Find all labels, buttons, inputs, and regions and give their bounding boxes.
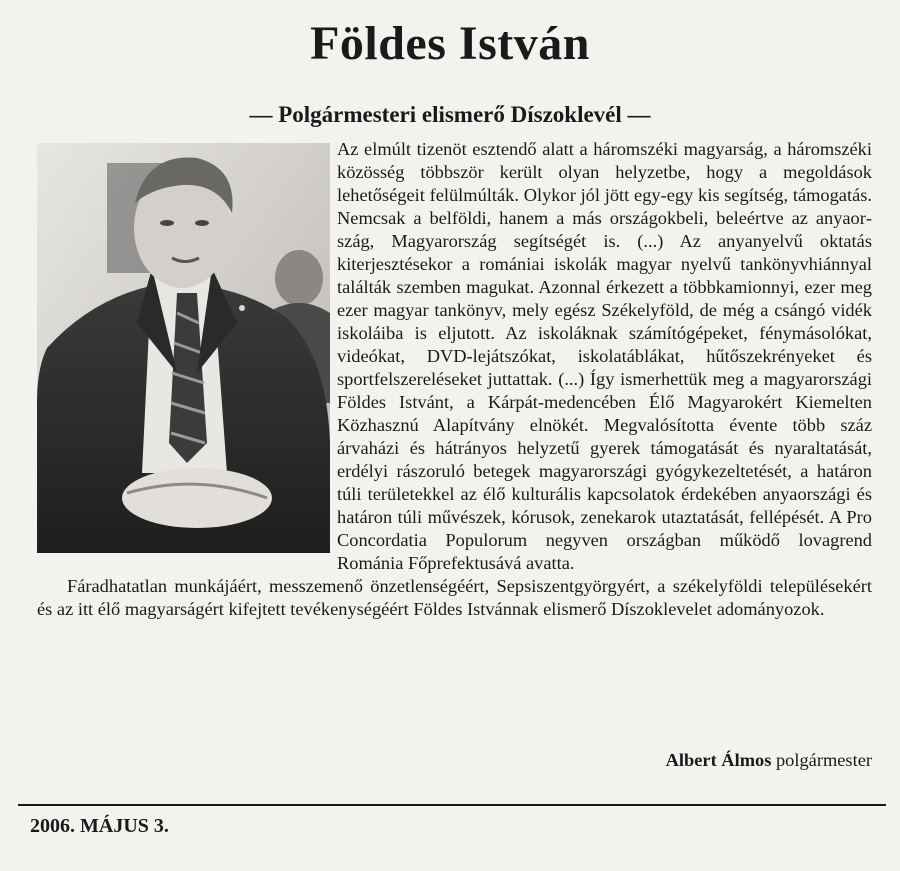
photo-spacer bbox=[37, 138, 337, 553]
article-paragraph: Fáradhatatlan munkájáért, messzemenő önzetlenségéért, Sepsiszentgyörgyért, a székelyföldi településekért és az itt élő magyarságért kifejtett tevékenységéért Földes Istvánnak elismerő Díszoklevelet adományozok. bbox=[37, 576, 872, 619]
signature bbox=[666, 748, 872, 772]
signature-name: Albert Álmos bbox=[665, 750, 772, 770]
publication-date: 2006. MÁJUS 3. bbox=[30, 815, 169, 837]
article-paragraph: Az elmúlt tizenöt esztendő alatt a háromszéki magyarság, a háromszéki közösség többször került olyan helyzetbe, hogy a megoldások lehetőségeit felülmúlták. Olykor jól jött egy-egy kis segítség, támogatás. Nemcsak a belföldi, hanem a más országokbeli, beleértve az anyaország, Magyarország segítségét is. (...) Az anyanyelvű oktatás kiterjesztésekor a romániai iskolák magyar nyelvű tankönyvhiánnyal találták szemben magukat. Azonnal érkezett a többkamionnyi, ezer meg ezer magyar tankönyv, mely egész Székelyföld, de még a csángó vidék iskoláiba is eljutott. Az iskoláknak számítógépeket, fénymásolókat, videókat, DVD-lejátszókat, iskolatáblákat, hűtőszekrényeket és sportfelszereléseket juttattak. (...) Így ismerhettük meg a magyarországi Földes Istvánt, a Kárpát-medencében Élő Magyarokért Kiemelten Közhasznú Alapítvány elnökét. Megvalósította évente több száz árvaházi és hátrányos helyzetű gyerek támogatását és nyaraltatását, erdélyi rászoruló betegek magyarországi gyógykezeltetését, a határon túli területekkel az élő kulturális kapcsolatok érdekében anyaországi és határon túli művészek, kórusok, zenekarok utaztatását, fellépését. A Pro Concordatia Populorum negyven országban működő lovagrend Románia Főprefektusává avatta. bbox=[337, 139, 872, 573]
article-body bbox=[37, 138, 872, 621]
page-subtitle: — Polgármesteri elismerő Díszoklevél — bbox=[249, 102, 651, 127]
signature-role: polgármester bbox=[775, 750, 872, 770]
page-title: Földes István bbox=[310, 17, 590, 70]
footer-divider bbox=[18, 804, 886, 806]
